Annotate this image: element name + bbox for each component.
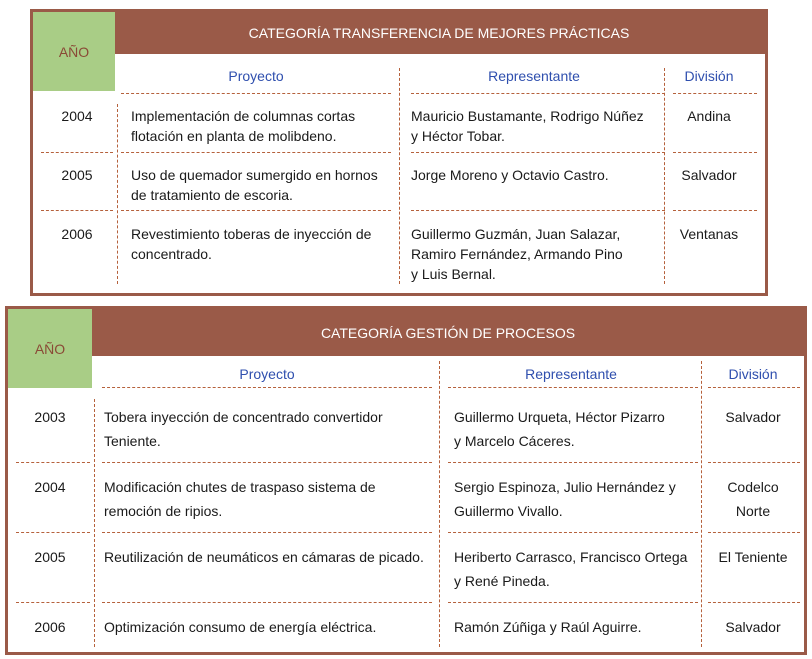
year-column-header: AÑO xyxy=(8,309,92,388)
project-line: Uso de quemador sumergido en hornos xyxy=(131,167,378,183)
project-line: flotación en planta de molibdeno. xyxy=(131,128,337,144)
column-divider xyxy=(664,68,665,284)
representative-line: Guillermo Guzmán, Juan Salazar, xyxy=(411,226,621,242)
row-year: 2005 xyxy=(34,549,66,565)
column-header-proyecto: Proyecto xyxy=(228,68,284,84)
row-divider xyxy=(16,462,90,463)
row-divider xyxy=(102,462,432,463)
row-division xyxy=(706,405,800,429)
row-year: 2004 xyxy=(61,108,93,124)
row-project xyxy=(131,106,355,146)
row-year: 2004 xyxy=(34,479,66,495)
division-line: Salvador xyxy=(725,619,781,635)
header-divider xyxy=(102,387,432,388)
column-header-representante: Representante xyxy=(488,68,580,84)
project-line: remoción de ripios. xyxy=(104,503,223,519)
row-divider xyxy=(16,602,90,603)
row-divider xyxy=(41,210,113,211)
year-column-header: AÑO xyxy=(33,12,115,91)
row-project xyxy=(104,475,376,523)
row-division: Ventanas xyxy=(679,226,739,242)
row-divider xyxy=(16,532,90,533)
representative-line: Guillermo Urqueta, Héctor Pizarro xyxy=(454,409,665,425)
header-divider xyxy=(448,387,698,388)
row-divider xyxy=(102,532,432,533)
row-project xyxy=(104,545,424,569)
row-divider xyxy=(102,602,432,603)
division-line: Salvador xyxy=(725,409,781,425)
project-line: concentrado. xyxy=(131,246,212,262)
project-line: Optimización consumo de energía eléctrica. xyxy=(104,619,377,635)
row-divider xyxy=(708,462,800,463)
row-divider xyxy=(121,210,391,211)
row-project xyxy=(104,615,376,639)
header-divider xyxy=(708,387,800,388)
column-divider xyxy=(701,361,702,647)
representative-line: Sergio Espinoza, Julio Hernández y xyxy=(454,479,676,495)
row-divider xyxy=(41,152,113,153)
table-gestion-procesos xyxy=(5,306,807,655)
row-representative xyxy=(454,615,642,639)
row-divider xyxy=(121,152,391,153)
division-line: Norte xyxy=(735,503,771,519)
row-divider xyxy=(448,532,698,533)
column-divider xyxy=(117,104,118,284)
row-divider xyxy=(411,210,665,211)
table-title-text: CATEGORÍA TRANSFERENCIA DE MEJORES PRÁCTICAS xyxy=(248,25,630,41)
representative-line: y Héctor Tobar. xyxy=(411,128,505,144)
project-line: Teniente. xyxy=(104,433,161,449)
row-divider xyxy=(708,602,800,603)
row-year: 2006 xyxy=(34,619,66,635)
representative-line: y Luis Bernal. xyxy=(411,266,496,282)
table-title xyxy=(8,309,804,356)
project-line: Reutilización de neumáticos en cámaras de picado. xyxy=(104,549,424,565)
row-project xyxy=(131,224,371,264)
row-year: 2003 xyxy=(34,409,66,425)
representative-line: y René Pineda. xyxy=(454,573,550,589)
table-title-text: CATEGORÍA GESTIÓN DE PROCESOS xyxy=(320,324,576,341)
row-project xyxy=(104,405,383,453)
representative-line: Mauricio Bustamante, Rodrigo Núñez xyxy=(411,108,644,124)
row-division xyxy=(706,545,800,569)
representative-line: y Marcelo Cáceres. xyxy=(454,433,575,449)
representative-line: Jorge Moreno y Octavio Castro. xyxy=(411,167,609,183)
row-divider xyxy=(411,152,665,153)
column-header-division: División xyxy=(684,68,734,84)
row-division: Andina xyxy=(687,108,731,124)
row-representative xyxy=(411,165,609,185)
representative-line: Guillermo Vivallo. xyxy=(454,503,563,519)
header-divider xyxy=(411,93,665,94)
row-project xyxy=(131,165,378,205)
row-year: 2006 xyxy=(61,226,93,242)
row-representative xyxy=(454,545,687,593)
column-header-division: División xyxy=(728,366,778,382)
table-title xyxy=(33,12,765,54)
header-divider xyxy=(121,93,391,94)
column-divider xyxy=(94,399,95,647)
row-division xyxy=(706,615,800,639)
row-representative xyxy=(411,106,644,146)
division-line: Codelco xyxy=(727,479,779,495)
project-line: Modificación chutes de traspaso sistema de xyxy=(104,479,376,495)
project-line: de tratamiento de escoria. xyxy=(131,187,293,203)
representative-line: Ramiro Fernández, Armando Pino xyxy=(411,246,623,262)
header-divider xyxy=(673,93,757,94)
row-divider xyxy=(448,602,698,603)
division-line: El Teniente xyxy=(718,549,788,565)
row-division xyxy=(706,475,800,523)
representative-line: Heriberto Carrasco, Francisco Ortega xyxy=(454,549,688,565)
row-division: Salvador xyxy=(681,167,737,183)
row-divider xyxy=(708,532,800,533)
column-header-representante: Representante xyxy=(525,366,617,382)
row-year: 2005 xyxy=(61,167,93,183)
project-line: Tobera inyección de concentrado convertidor xyxy=(104,409,383,425)
column-header-proyecto: Proyecto xyxy=(239,366,295,382)
project-line: Revestimiento toberas de inyección de xyxy=(131,226,372,242)
row-representative xyxy=(454,475,676,523)
row-representative xyxy=(454,405,665,453)
row-representative xyxy=(411,224,623,284)
row-divider xyxy=(448,462,698,463)
table-transferencia-mejores-practicas xyxy=(30,9,768,296)
row-divider xyxy=(673,210,757,211)
representative-line: Ramón Zúñiga y Raúl Aguirre. xyxy=(454,619,642,635)
row-divider xyxy=(673,152,757,153)
project-line: Implementación de columnas cortas xyxy=(131,108,356,124)
column-divider xyxy=(439,361,440,647)
column-divider xyxy=(399,68,400,284)
